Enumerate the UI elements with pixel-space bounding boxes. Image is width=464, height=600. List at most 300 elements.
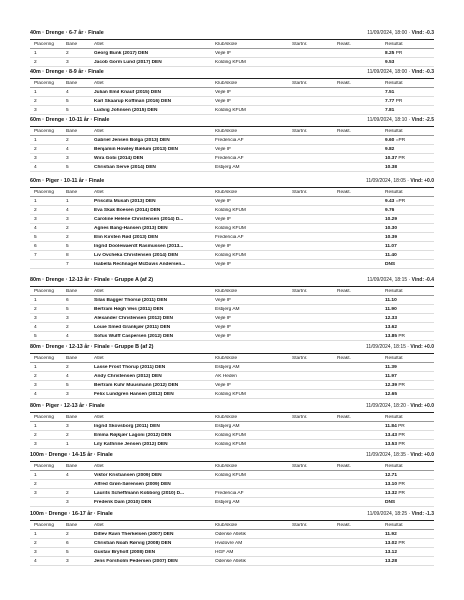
bane-cell: 4 xyxy=(66,373,69,379)
result-rows xyxy=(30,136,434,172)
result-value: 11.10 xyxy=(385,297,397,303)
bane-cell: 8 xyxy=(66,252,69,258)
result-value: 9.76 xyxy=(385,207,395,213)
result-cell xyxy=(385,374,434,379)
result-cell xyxy=(385,138,434,143)
table-row xyxy=(30,431,434,440)
wind-reading: Vind: -0.3 xyxy=(411,30,434,36)
athlete-cell: Julian Emil Knauf (2015) DEN xyxy=(94,89,161,95)
event-datetime: 11/09/2024, 18:35 · xyxy=(365,452,409,458)
col-atlet: Atlet xyxy=(94,522,104,528)
col-resultat: Resultat xyxy=(385,41,403,47)
bane-cell: 2 xyxy=(66,225,69,231)
result-note: PR xyxy=(398,490,406,496)
bane-cell: 3 xyxy=(66,59,69,65)
col-klub: Klub/skole xyxy=(215,128,238,134)
placering-cell: 2 xyxy=(34,540,37,546)
result-value: 13.28 xyxy=(385,558,398,564)
result-cell xyxy=(385,90,434,95)
col-atlet: Atlet xyxy=(94,288,104,294)
result-rows xyxy=(30,49,434,67)
table-row xyxy=(30,154,434,163)
event-datetime: 11/09/2024, 18:05 · xyxy=(365,178,409,184)
result-cell xyxy=(385,244,434,249)
col-reakt: Reakt. xyxy=(337,414,351,420)
result-cell xyxy=(385,147,434,152)
col-resultat: Resultat xyxy=(385,80,403,86)
result-value: 12.33 xyxy=(385,315,398,321)
result-note: PR xyxy=(398,540,406,546)
placering-cell: 5 xyxy=(34,333,37,339)
placering-cell: 3 xyxy=(34,155,37,161)
col-resultat: Resultat xyxy=(385,463,403,469)
result-value: 9.82 xyxy=(385,146,395,152)
wind-reading: Vind: +0.0 xyxy=(410,403,434,409)
event-info xyxy=(367,69,434,75)
table-row xyxy=(30,314,434,323)
col-atlet: Atlet xyxy=(94,414,104,420)
results-section xyxy=(30,30,434,67)
placering-cell: 3 xyxy=(34,315,37,321)
column-headers xyxy=(30,188,434,197)
table-row xyxy=(30,58,434,67)
club-cell: Kolding KFUM xyxy=(215,472,246,478)
result-cell xyxy=(385,500,434,505)
club-cell: Kolding KFUM xyxy=(215,59,246,65)
col-atlet: Atlet xyxy=(94,355,104,361)
column-headers xyxy=(30,127,434,136)
club-cell: Kolding KFUM xyxy=(215,432,246,438)
event-title: 100m · Drenge · 16-17 år · Finale xyxy=(30,511,113,517)
result-cell xyxy=(385,424,434,429)
column-headers xyxy=(30,521,434,530)
col-startnr: Startnr. xyxy=(292,355,308,361)
club-cell: Fredericia AF xyxy=(215,490,244,496)
event-title: 100m · Drenge · 14-15 år · Finale xyxy=(30,452,113,458)
result-value: 11.07 xyxy=(385,243,397,249)
col-reakt: Reakt. xyxy=(337,522,351,528)
col-placering: Placering xyxy=(34,355,54,361)
result-note: PR xyxy=(398,333,406,339)
athlete-cell: Laurits Scheffmann Kobborg (2010) D... xyxy=(94,490,185,496)
col-klub: Klub/skole xyxy=(215,463,238,469)
club-cell: Fredericia AF xyxy=(215,234,244,240)
athlete-cell: Christian Servé (2014) DEN xyxy=(94,164,156,170)
col-reakt: Reakt. xyxy=(337,355,351,361)
section-header xyxy=(30,178,434,188)
club-cell: Odense Atletik xyxy=(215,531,246,537)
athlete-cell: Jacob Gorm Lund (2017) DEN xyxy=(94,59,162,65)
wind-reading: Vind: -2.5 xyxy=(411,117,434,123)
club-cell: Vejle IF xyxy=(215,216,231,222)
result-value: 7.81 xyxy=(385,107,395,113)
table-row xyxy=(30,422,434,431)
result-note: =PR xyxy=(395,198,406,204)
bane-cell: 7 xyxy=(66,261,69,267)
col-placering: Placering xyxy=(34,522,54,528)
result-value: 12.71 xyxy=(385,472,398,478)
result-cell xyxy=(385,298,434,303)
section-header xyxy=(30,69,434,79)
club-cell: Kolding KFUM xyxy=(215,207,246,213)
athlete-cell: Karl Skaarup Koffman (2016) DEN xyxy=(94,98,172,104)
placering-cell: 3 xyxy=(34,490,37,496)
club-cell: Vejle IF xyxy=(215,98,231,104)
athlete-cell: Jens Forsholm Pedersen (2007) DEN xyxy=(94,558,178,564)
column-headers xyxy=(30,413,434,422)
event-info xyxy=(367,117,434,123)
table-row xyxy=(30,260,434,269)
results-section xyxy=(30,403,434,449)
table-row xyxy=(30,251,434,260)
bane-cell: 5 xyxy=(66,382,69,388)
result-note: PR xyxy=(398,423,405,429)
placering-cell: 1 xyxy=(34,531,37,537)
table-row xyxy=(30,480,434,489)
result-cell xyxy=(385,208,434,213)
result-rows xyxy=(30,363,434,399)
athlete-cell: Emma Røjkjær Lagoni (2012) DEN xyxy=(94,432,172,438)
result-value: 11.92 xyxy=(385,531,397,537)
bane-cell: 2 xyxy=(66,324,69,330)
wind-reading: Vind: -0.3 xyxy=(411,69,434,75)
bane-cell: 4 xyxy=(66,207,69,213)
table-row xyxy=(30,498,434,507)
club-cell: Kolding KFUM xyxy=(215,391,246,397)
col-resultat: Resultat xyxy=(385,189,403,195)
table-row xyxy=(30,471,434,480)
athlete-cell: Elin Kirsten Rød (2013) DEN xyxy=(94,234,158,240)
result-cell xyxy=(385,334,434,339)
result-value: 8.25 xyxy=(385,50,395,56)
event-info xyxy=(367,30,434,36)
col-startnr: Startnr. xyxy=(292,463,308,469)
bane-cell: 5 xyxy=(66,306,69,312)
result-cell xyxy=(385,165,434,170)
result-rows xyxy=(30,422,434,449)
result-value: 11.90 xyxy=(385,306,397,312)
result-cell xyxy=(385,199,434,204)
result-cell xyxy=(385,316,434,321)
placering-cell: 2 xyxy=(34,98,37,104)
col-startnr: Startnr. xyxy=(292,189,308,195)
bane-cell: 5 xyxy=(66,549,69,555)
column-headers xyxy=(30,79,434,88)
result-note: PR xyxy=(398,382,406,388)
col-startnr: Startnr. xyxy=(292,414,308,420)
table-row xyxy=(30,49,434,58)
placering-cell: 1 xyxy=(34,472,37,478)
column-headers xyxy=(30,462,434,471)
bane-cell: 4 xyxy=(66,333,69,339)
athlete-cell: Felix Lundgren Hansen (2012) DEN xyxy=(94,391,174,397)
col-reakt: Reakt. xyxy=(337,463,351,469)
col-bane: Bane xyxy=(66,414,78,420)
bane-cell: 3 xyxy=(66,216,69,222)
col-bane: Bane xyxy=(66,128,78,134)
section-header xyxy=(30,277,434,287)
event-datetime: 11/09/2024, 18:25 · xyxy=(367,511,411,517)
col-bane: Bane xyxy=(66,522,78,528)
col-klub: Klub/skole xyxy=(215,522,238,528)
col-placering: Placering xyxy=(34,128,54,134)
section-header xyxy=(30,117,434,127)
event-title: 80m · Drenge · 12-13 år · Finale · Gruppe B (af 2) xyxy=(30,344,154,350)
result-note: PR xyxy=(398,432,406,438)
result-cell xyxy=(385,325,434,330)
col-placering: Placering xyxy=(34,463,54,469)
result-value: 13.43 xyxy=(385,432,398,438)
placering-cell: 7 xyxy=(34,252,37,258)
placering-cell: 3 xyxy=(34,549,37,555)
result-cell xyxy=(385,365,434,370)
athlete-cell: Gabriel Jensen Bolga (2013) DEN xyxy=(94,137,170,143)
col-reakt: Reakt. xyxy=(337,41,351,47)
placering-cell: 1 xyxy=(34,198,37,204)
bane-cell: 4 xyxy=(66,146,69,152)
bane-cell: 3 xyxy=(66,423,69,429)
athlete-cell: Lasse Frost Thorup (2011) DEN xyxy=(94,364,166,370)
table-row xyxy=(30,548,434,557)
table-row xyxy=(30,224,434,233)
placering-cell: 2 xyxy=(34,207,37,213)
placering-cell: 1 xyxy=(34,50,37,56)
bane-cell: 5 xyxy=(66,98,69,104)
result-value: 13.32 xyxy=(385,490,398,496)
bane-cell: 5 xyxy=(66,107,69,113)
placering-cell: 4 xyxy=(34,558,37,564)
result-cell xyxy=(385,226,434,231)
table-row xyxy=(30,530,434,539)
col-placering: Placering xyxy=(34,80,54,86)
athlete-cell: Isabella Rechnagel McDavis Andersen... xyxy=(94,261,186,267)
result-value: 11.97 xyxy=(385,373,397,379)
placering-cell: 1 xyxy=(34,364,37,370)
event-datetime: 11/09/2024, 18:00 · xyxy=(367,30,411,36)
col-atlet: Atlet xyxy=(94,41,104,47)
event-title: 80m · Piger · 12-13 år · Finale xyxy=(30,403,105,409)
col-startnr: Startnr. xyxy=(292,288,308,294)
col-bane: Bane xyxy=(66,288,78,294)
event-info xyxy=(367,511,434,517)
col-klub: Klub/skole xyxy=(215,80,238,86)
bane-cell: 3 xyxy=(66,155,69,161)
result-value: 13.12 xyxy=(385,549,398,555)
club-cell: Vejle IF xyxy=(215,382,231,388)
result-value: DNS xyxy=(385,261,396,267)
placering-cell: 2 xyxy=(34,59,37,65)
result-note: PR xyxy=(395,98,403,104)
result-cell xyxy=(385,217,434,222)
club-cell: Kolding KFUM xyxy=(215,441,246,447)
placering-cell: 1 xyxy=(34,297,37,303)
col-placering: Placering xyxy=(34,189,54,195)
table-row xyxy=(30,145,434,154)
athlete-cell: Frederik Dam (2010) DEN xyxy=(94,499,152,505)
col-startnr: Startnr. xyxy=(292,128,308,134)
result-note: PR xyxy=(398,481,406,487)
column-headers xyxy=(30,354,434,363)
results-section xyxy=(30,117,434,172)
table-row xyxy=(30,390,434,399)
section-header xyxy=(30,30,434,40)
col-startnr: Startnr. xyxy=(292,522,308,528)
col-klub: Klub/skole xyxy=(215,414,238,420)
club-cell: Esbjerg AM xyxy=(215,423,240,429)
bane-cell: 5 xyxy=(66,164,69,170)
placering-cell: 3 xyxy=(34,441,37,447)
club-cell: Vejle IF xyxy=(215,146,231,152)
athlete-cell: Ludvig Johnsen (2015) DEN xyxy=(94,107,158,113)
result-value: DNS xyxy=(385,499,396,505)
result-rows xyxy=(30,88,434,115)
club-cell: Kolding KFUM xyxy=(215,252,246,258)
wind-reading: Vind: +0.0 xyxy=(410,344,434,350)
bane-cell: 3 xyxy=(66,391,69,397)
result-cell xyxy=(385,491,434,496)
placering-cell: 1 xyxy=(34,423,37,429)
bane-cell: 2 xyxy=(66,531,69,537)
event-info xyxy=(366,178,434,184)
athlete-cell: Silas Bagger Thorsø (2011) DEN xyxy=(94,297,168,303)
bane-cell: 4 xyxy=(66,89,69,95)
event-datetime: 11/09/2024, 18:10 · xyxy=(367,117,411,123)
col-resultat: Resultat xyxy=(385,414,403,420)
athlete-cell: Bertram Høgh Veis (2011) DEN xyxy=(94,306,164,312)
result-value: 11.84 xyxy=(385,423,397,429)
table-row xyxy=(30,106,434,115)
result-cell xyxy=(385,442,434,447)
col-startnr: Startnr. xyxy=(292,80,308,86)
event-datetime: 11/09/2024, 18:15 · xyxy=(367,277,411,283)
col-resultat: Resultat xyxy=(385,288,403,294)
column-headers xyxy=(30,287,434,296)
event-title: 40m · Drenge · 8-9 år · Finale xyxy=(30,69,104,75)
athlete-cell: Wira Gobi (2014) DEN xyxy=(94,155,144,161)
result-value: 10.39 xyxy=(385,234,398,240)
wind-reading: Vind: -0.4 xyxy=(411,277,434,283)
club-cell: Vejle IF xyxy=(215,50,231,56)
bane-cell: 3 xyxy=(66,315,69,321)
bane-cell: 2 xyxy=(66,50,69,56)
athlete-cell: Georg Bunk (2017) DEN xyxy=(94,50,149,56)
result-rows xyxy=(30,296,434,341)
col-bane: Bane xyxy=(66,355,78,361)
club-cell: Vejle IF xyxy=(215,243,231,249)
athlete-cell: Ingrid Doolewaerdt Rasmussen (2013... xyxy=(94,243,184,249)
col-atlet: Atlet xyxy=(94,128,104,134)
result-value: 10.29 xyxy=(385,216,398,222)
result-cell xyxy=(385,482,434,487)
col-startnr: Startnr. xyxy=(292,41,308,47)
result-cell xyxy=(385,156,434,161)
athlete-cell: Benjamin Howley Bælum (2013) DEN xyxy=(94,146,178,152)
result-value: 10.30 xyxy=(385,225,398,231)
result-value: 10.38 xyxy=(385,164,398,170)
athlete-cell: Alexander Christensen (2012) DEN xyxy=(94,315,173,321)
athlete-cell: Alfred Grøn-Sørensen (2009) DEN xyxy=(94,481,171,487)
placering-cell: 2 xyxy=(34,432,37,438)
col-resultat: Resultat xyxy=(385,522,403,528)
placering-cell: 4 xyxy=(34,225,37,231)
bane-cell: 1 xyxy=(66,441,69,447)
event-info xyxy=(366,344,434,350)
club-cell: Odense Atletik xyxy=(215,558,246,564)
result-value: 9.43 xyxy=(385,198,395,204)
table-row xyxy=(30,305,434,314)
athlete-cell: Christian Noah Rørvig (2008) DEN xyxy=(94,540,172,546)
section-header xyxy=(30,452,434,462)
placering-cell: 5 xyxy=(34,234,37,240)
placering-cell: 6 xyxy=(34,243,37,249)
result-value: 12.39 xyxy=(385,382,398,388)
result-note: =PR xyxy=(395,137,406,143)
col-klub: Klub/skole xyxy=(215,189,238,195)
section-header xyxy=(30,403,434,413)
table-row xyxy=(30,489,434,498)
placering-cell: 2 xyxy=(34,373,37,379)
table-row xyxy=(30,206,434,215)
results-section xyxy=(30,69,434,115)
wind-reading: Vind: +0.0 xyxy=(410,452,434,458)
athlete-cell: Louie Smed Grankjær (2011) DEN xyxy=(94,324,171,330)
table-row xyxy=(30,440,434,449)
result-cell xyxy=(385,99,434,104)
athlete-cell: Viktor Kristiansen (2009) DEN xyxy=(94,472,162,478)
result-value: 13.62 xyxy=(385,324,398,330)
placering-cell: 1 xyxy=(34,137,37,143)
bane-cell: 2 xyxy=(66,364,69,370)
club-cell: Kolding KFUM xyxy=(215,107,246,113)
column-headers xyxy=(30,40,434,49)
result-cell xyxy=(385,559,434,564)
col-placering: Placering xyxy=(34,288,54,294)
result-cell xyxy=(385,60,434,65)
table-row xyxy=(30,197,434,206)
club-cell: Fredericia AF xyxy=(215,155,244,161)
table-row xyxy=(30,323,434,332)
result-value: 7.77 xyxy=(385,98,395,104)
athlete-cell: Lily Kathrine Jensen (2012) DEN xyxy=(94,441,168,447)
table-row xyxy=(30,381,434,390)
table-row xyxy=(30,557,434,566)
result-rows xyxy=(30,530,434,566)
result-value: 12.65 xyxy=(385,391,398,397)
club-cell: Esbjerg AM xyxy=(215,164,240,170)
col-bane: Bane xyxy=(66,463,78,469)
club-cell: Esbjerg AM xyxy=(215,306,240,312)
placering-cell: 2 xyxy=(34,306,37,312)
athlete-cell: Ditlev Ravn Therkelsen (2007) DEN xyxy=(94,531,174,537)
event-datetime: 11/09/2024, 18:00 · xyxy=(367,69,411,75)
result-value: 11.39 xyxy=(385,364,397,370)
event-title: 80m · Drenge · 12-13 år · Finale · Gruppe A (af 2) xyxy=(30,277,154,283)
bane-cell: 2 xyxy=(66,137,69,143)
club-cell: Esbjerg AM xyxy=(215,499,240,505)
table-row xyxy=(30,539,434,548)
result-cell xyxy=(385,433,434,438)
event-datetime: 11/09/2024, 18:15 · xyxy=(365,344,409,350)
event-info xyxy=(366,403,434,409)
bane-cell: 2 xyxy=(66,234,69,240)
event-title: 60m · Drenge · 10-11 år · Finale xyxy=(30,117,110,123)
bane-cell: 3 xyxy=(66,558,69,564)
result-cell xyxy=(385,253,434,258)
result-value: 13.85 xyxy=(385,333,398,339)
col-klub: Klub/skole xyxy=(215,355,238,361)
table-row xyxy=(30,163,434,172)
result-cell xyxy=(385,392,434,397)
